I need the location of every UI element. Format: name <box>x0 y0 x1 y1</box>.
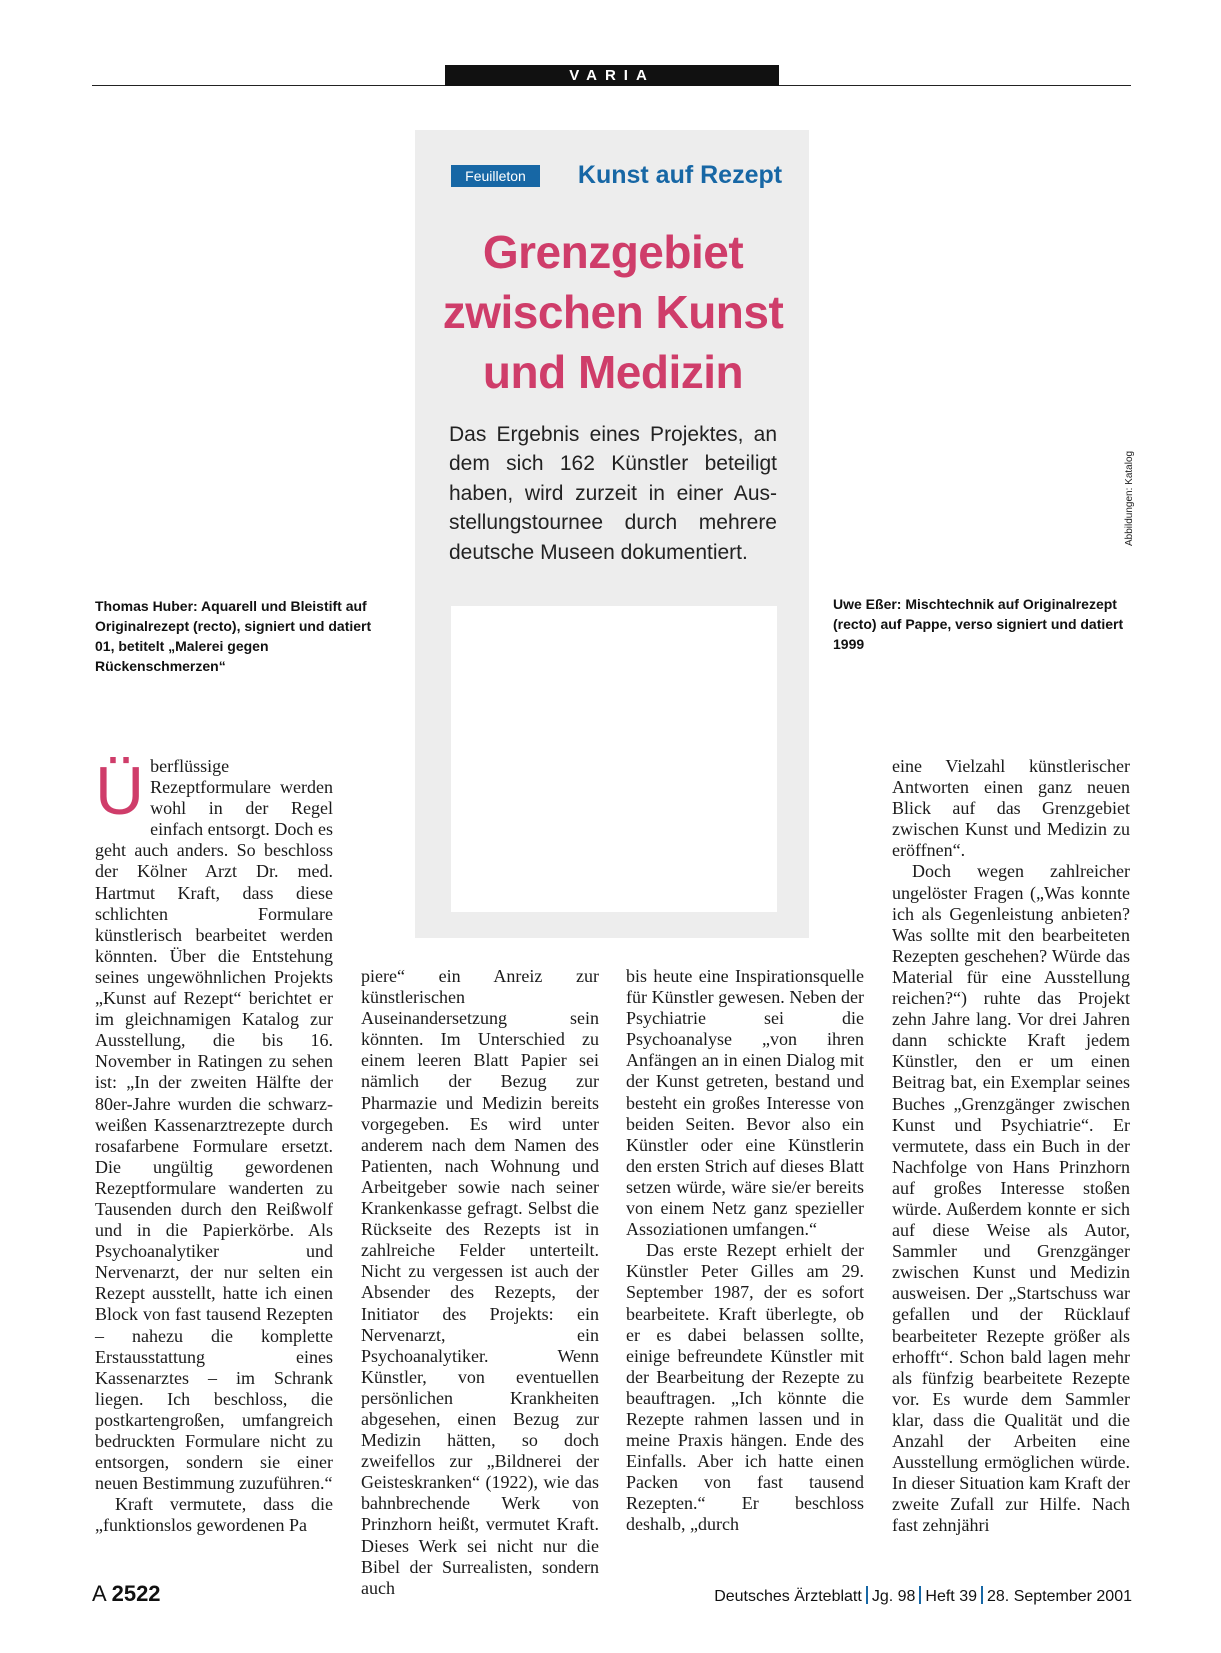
footer-info <box>714 1586 1132 1606</box>
drop-cap: Ü <box>95 753 145 829</box>
caption-left: Thomas Huber: Aquarell und Bleistift auf Originalrezept (recto), signiert und datiert 01, betitelt „Malerei gegen Rückenschmerzen“ <box>95 598 372 674</box>
kicker: Kunst auf Rezept <box>577 161 783 189</box>
issue: Heft 39 <box>925 1588 977 1605</box>
article-teaser: Das Ergebnis eines Projektes, an dem sich 162 Künstler beteiligt haben, wird zurzeit in einer Ausstellungstournee durch mehrere deutsche Museen dokumentiert. <box>449 423 777 564</box>
separator <box>866 1586 868 1604</box>
paragraph: Kraft vermutete, dass die „funktionslos gewordenen Pa <box>95 1494 333 1536</box>
volume: Jg. 98 <box>871 1588 916 1605</box>
journal-name: Deutsches Ärzteblatt <box>714 1588 862 1605</box>
paragraph: Doch wegen zahlreicher ungelöster Fragen („Was konnte ich als Gegenleistung anbieten? Was sollte mit den bearbeiteten Rezepten geschehen? Würde das Material für eine Ausstellung reichen?“) ruhte das Projekt zehn Jahre lang. Vor drei Jahren dann schickte Kraft jedem Künstler, den er um einen Beitrag bat, ein Exemplar seines Buches „Grenzgänger zwischen Kunst und Psychiatrie“. Er vermutete, dass ein Buch in der Nachfolge von Hans Prinzhorn auf großes Interesse stoßen würde. Außerdem konnte er sich auf diese Weise als Autor, Sammler und Grenzgänger zwischen Kunst und Medizin ausweisen. Der „Startschuss war gefallen und der Rücklauf bearbeiteter Rezepte größer als erhofft“. Schon bald lagen mehr als fünfzig bearbeitete Rezepte vor. Es wurde dem Sammler klar, dass die Qualität und die Anzahl der Arbeiten eine Ausstellung ermöglichen würde. In dieser Situation kam Kraft der zweite Zufall zur Hilfe. Nach fast zehnjähri <box>892 861 1130 1536</box>
paragraph: piere“ ein Anreiz zur künstlerischen Auseinandersetzung sein könnten. Im Unterschied zu einem leeren Blatt Papier sei nämlich der Bezug zur Pharmazie und Medizin bereits vorgegeben. Es wird unter anderem nach dem Namen des Patienten, nach Wohnung und Arbeitgeber sowie nach seiner Krankenkasse gefragt. Selbst die Rückseite des Rezepts ist in zahlreiche Felder unterteilt. Nicht zu vergessen ist auch der Absender des Rezepts, der Initiator des Projekts: ein Nervenarzt, ein Psychoanalytiker. Wenn Künstler, von eventuellen persönlichen Krankheiten abgesehen, einen Bezug zur Medizin hätten, so doch zweifellos zur „Bildnerei der Geisteskranken“ (1922), wie das bahnbrechende Werk von Prinzhorn heißt, vermutet Kraft. Dieses Werk sei nicht nur die Bibel der Surrealisten, sondern auch <box>361 966 599 1598</box>
paragraph: bis heute eine Inspirationsquelle für Künstler gewesen. Neben der Psychiatrie sei die Psychoanalyse „von ihren Anfängen an in einen Dialog mit der Kunst getreten, bestand und besteht ein großes Interesse von beiden Seiten. Bevor also ein Künstler oder eine Künstlerin den ersten Strich auf dieses Blatt setzen würde, wäre sie/er bereits von einem Netz ganz spezieller Assoziationen umfangen.“ <box>626 966 864 1240</box>
article-headline: Grenzgebiet zwischen Kunst und Medizin <box>442 226 784 398</box>
article-column-1 <box>95 753 333 1536</box>
paragraph: eine Vielzahl künstlerischer Antworten einen ganz neuen Blick auf das Grenzgebiet zwischen Kunst und Medizin zu eröffnen“. <box>892 756 1130 861</box>
separator <box>981 1586 983 1604</box>
page-number-value: 2522 <box>111 1581 161 1606</box>
article-column-2 <box>361 966 599 1599</box>
page-letter: A <box>92 1581 106 1606</box>
article-column-3 <box>626 966 864 1536</box>
separator <box>919 1586 921 1604</box>
page-number <box>92 1581 161 1607</box>
caption-right: Uwe Eßer: Mischtechnik auf Originalrezept (recto) auf Pappe, verso signiert und datiert 1999 <box>833 596 1124 652</box>
artwork-image <box>451 606 777 912</box>
section-label: VARIA <box>445 65 779 86</box>
paragraph-text: berflüssige Rezeptformulare werden wohl in der Regel einfach entsorgt. Doch es geht auch anders. So beschloss der Kölner Arzt Dr. med. Hartmut Kraft, dass diese schlichten Formulare künstlerisch bearbeitet werden könnten. Über die Entstehung seines ungewöhnlichen Projekts „Kunst auf Rezept“ berichtet er im gleichnamigen Katalog zur Ausstellung, die bis 16. November in Ratingen zu sehen ist: „In der zweiten Hälfte der 80er-Jahre wurden die schwarz-weißen Kassenarztrezepte durch rosafarbene Formulare ersetzt. Die ungültig gewordenen Rezeptformulare wanderten zu Tausenden durch den Reißwolf und in die Papierkörbe. Als Psychoanalytiker und Nervenarzt, der nur selten ein Rezept ausstellt, hatte ich einen Block von fast tausend Rezepten – nahezu die komplette Erstausstattung eines Kassenarztes – im Schrank liegen. Ich beschloss, die postkartengroßen, umfangreich bedruckten Formulare nicht zu entsorgen, sondern sie einer neuen Bestimmung zuzuführen.“ <box>95 756 333 1494</box>
paragraph: Das erste Rezept erhielt der Künstler Peter Gilles am 29. September 1987, der es sofort bearbeitete. Kraft überlegte, ob er es dabei belassen sollte, einige befreundete Künstler mit der Bearbeitung der Rezepte zu beauftragen. „Ich könnte die Rezepte rahmen lassen und in meine Praxis hängen. Ende des Einfalls. Aber ich hatte einen Packen von fast tausend Rezepten.“ Er beschloss deshalb, „durch <box>626 1240 864 1535</box>
rubric-badge: Feuilleton <box>451 165 540 187</box>
photo-credit: Abbildungen: Katalog <box>1124 450 1135 546</box>
issue-date: 28. September 2001 <box>987 1588 1132 1605</box>
article-column-4 <box>892 756 1130 1536</box>
paragraph <box>95 753 333 1494</box>
